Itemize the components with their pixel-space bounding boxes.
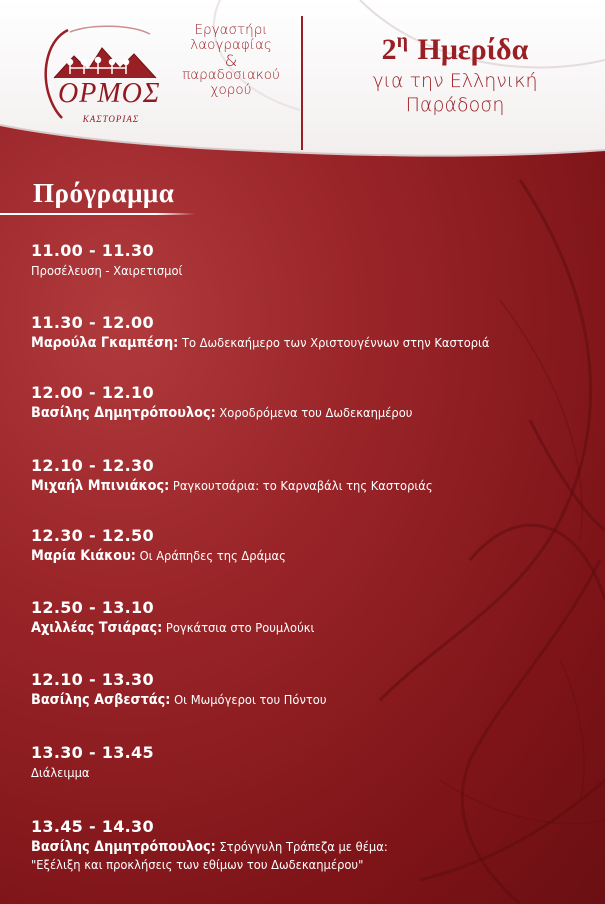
program-item <box>31 455 591 495</box>
header <box>0 0 605 160</box>
program-item <box>31 742 591 782</box>
item-time: 12.10 - 12.30 <box>31 456 154 475</box>
event-number: 2 <box>381 33 397 66</box>
item-text: Οι Μωμόγεροι του Πόντου <box>170 692 327 707</box>
program-item <box>31 597 591 637</box>
item-text: Διάλειμμα <box>31 765 90 780</box>
program-item <box>31 312 591 352</box>
item-description <box>31 764 546 782</box>
item-time: 12.00 - 12.10 <box>31 383 154 402</box>
item-time: 12.10 - 13.30 <box>31 670 154 689</box>
logo-name: ΟΡΜΟΣ <box>58 78 161 109</box>
workshop-line-1: Εργαστήρι <box>194 22 268 38</box>
item-time: 12.30 - 12.50 <box>31 526 154 545</box>
program-item <box>31 816 591 874</box>
item-description <box>31 619 546 637</box>
item-text: Το Δωδεκαήμερο των Χριστουγέννων στην Καστοριά <box>178 335 490 350</box>
item-time: 13.30 - 13.45 <box>31 743 154 762</box>
event-title <box>320 22 590 117</box>
item-text: Χοροδρόμενα του Δωδεκαημέρου <box>215 405 413 420</box>
workshop-line-4: χορού <box>210 82 252 98</box>
header-divider <box>301 16 303 150</box>
item-speaker: Μαρούλα Γκαμπέση: <box>31 335 179 351</box>
item-description-line-2: "Εξέλιξη και προκλήσεις των εθίμων του Δωδεκαημέρου" <box>31 857 364 872</box>
event-heading <box>320 22 590 69</box>
item-speaker: Βασίλης Δημητρόπουλος: <box>31 839 216 855</box>
item-speaker: Αχιλλέας Τσιάρας: <box>31 620 163 636</box>
item-time: 13.45 - 14.30 <box>31 817 154 836</box>
item-speaker: Μαρία Κιάκου: <box>31 548 136 564</box>
item-text: Ραγκουτσάρια: το Καρναβάλι της Καστοριάς <box>169 478 433 493</box>
event-line-2: Παράδοση <box>405 94 505 116</box>
item-description <box>31 262 546 280</box>
item-speaker: Βασίλης Δημητρόπουλος: <box>31 405 216 421</box>
item-text: Προσέλευση - Χαιρετισμοί <box>31 263 183 278</box>
event-ordinal: η <box>396 30 408 52</box>
event-line-1: για την Ελληνική <box>372 70 538 92</box>
program-item <box>31 240 591 280</box>
item-description <box>31 691 546 709</box>
event-word: Ημερίδα <box>417 33 529 66</box>
item-text: Στρόγγυλη Τράπεζα με θέμα: <box>215 839 388 854</box>
item-text: Οι Αράπηδες της Δράμας <box>135 548 286 563</box>
item-description <box>31 547 546 565</box>
program-item <box>31 669 591 709</box>
program-title-underline <box>0 213 195 215</box>
workshop-line-3: παραδοσιακού <box>182 67 280 83</box>
item-description <box>31 334 546 352</box>
logo-subtitle: ΚΑΣΤΟΡΙΑΣ <box>82 114 140 124</box>
workshop-title <box>164 23 298 98</box>
item-description <box>31 404 546 422</box>
item-time: 11.00 - 11.30 <box>31 241 154 260</box>
program-item <box>31 525 591 565</box>
program-title: Πρόγραμμα <box>33 178 175 208</box>
item-description <box>31 477 546 495</box>
item-speaker: Μιχαήλ Μπινιάκος: <box>31 478 170 494</box>
item-description <box>31 838 546 856</box>
item-time: 12.50 - 13.10 <box>31 598 154 617</box>
program-item <box>31 382 591 422</box>
item-speaker: Βασίλης Ασβεστάς: <box>31 692 171 708</box>
item-text: Ρογκάτσια στο Ρουμλούκι <box>162 620 315 635</box>
workshop-ampersand: & <box>224 51 238 70</box>
item-time: 11.30 - 12.00 <box>31 313 154 332</box>
workshop-line-2: λαογραφίας <box>190 37 272 53</box>
